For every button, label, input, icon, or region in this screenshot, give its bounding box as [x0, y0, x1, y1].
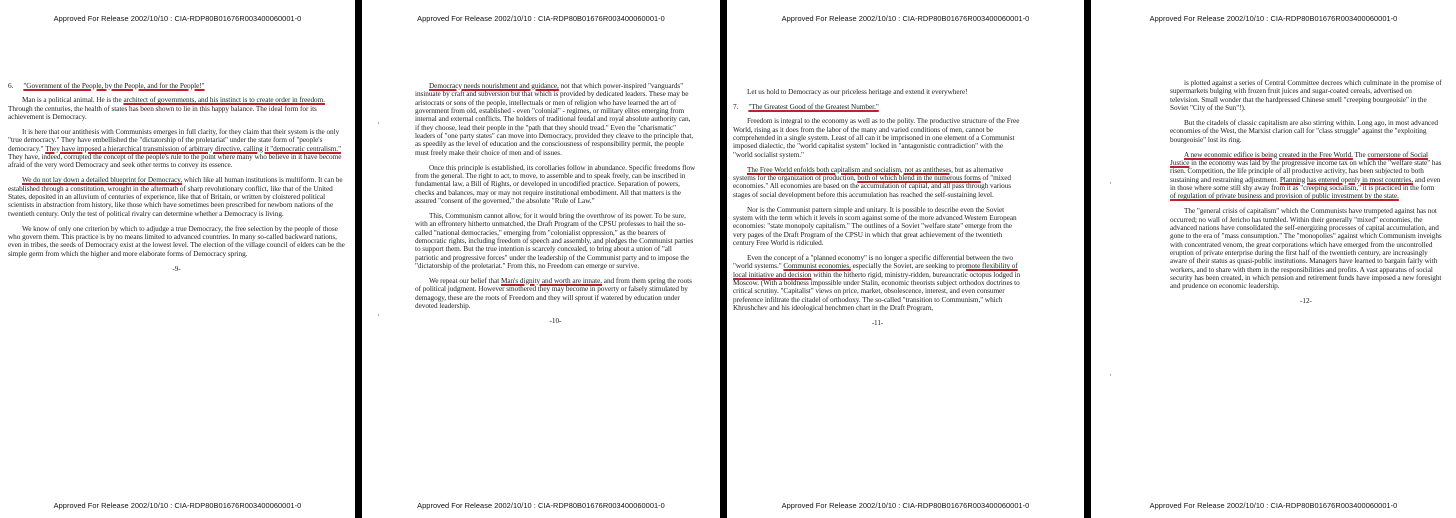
paragraph	[1170, 207, 1442, 290]
text-run: in the economy was laid by the progressive income tax on which the "welfare state" has risen. Competition, the life principle of all productive activity, has been subjected to both sustaining and restraining adjustment.	[1170, 158, 1442, 184]
text-run: We repeat our belief that	[429, 277, 501, 285]
release-footer: Approved For Release 2002/10/10 : CIA-RDP80B01676R003400060001-0	[781, 501, 1030, 510]
text-run: Through the centuries, the health of states has been shown to lie in this happy balance. The ideal form for its achievement is Democracy.	[8, 104, 317, 122]
text-run: and even in those where some still shy away from it as "creeping socialism," it is practiced in the form	[1170, 175, 1441, 192]
document-page-10	[362, 0, 720, 518]
text-run: Nor is the Communist pattern simple and unitary. It is possible to describe even the Soviet system with the term which it levels in scorn against some of the more advanced Western European economies: "state monopoly capitalism." The outlines of a Soviet "welfare state" emerge from the very pages of the Draft Program of the CPSU in which that great achievement of the twentieth century Free World is ridiculed.	[733, 205, 1017, 247]
text-run: Even the concept of a "planned economy" is no longer a specific differential between the two "world systems."	[733, 253, 1013, 271]
paragraph	[8, 96, 345, 121]
text-run: But the citadels of classic capitalism are also stirring within. Long ago, in most advanced economies of the West, the Marxist clarion call for "class struggle" against the "exploiting bourgeoisie" lost its ring.	[1170, 118, 1438, 144]
document-page-12	[1091, 0, 1456, 518]
text-run: It is here that our antithesis with Communists emerges in full clarity, for they claim that their system is the only "true democracy." They have embellished the "dictatorship of the proletariat" under the state form of "people's democracy."	[8, 127, 340, 153]
text-run: The "general crisis of capitalism" which the Communists have trumpeted against has not occurred; no wall of Jericho has tumbled. Within their generally "mixed" economies, the advanced nations have consolidated the self-energizing processes of capital accumulation, and gone to the era of "mass consumption." The "monopolies" against which Communism inveighs with concentrated venom, the great corporations which have emerged from the uncontrolled eruption of private enterprise during the first half of the twentieth century, are increasingly aware of their status as quasi-public institutions. Managers have learned to bargain fairly with workers, and to share with them in the responsibilities and profits. A vast apparatus of social security has been created, in which pension and retirement funds have imposed a new foresight and prudence on economic leadership.	[1170, 207, 1442, 291]
text-run: We know of only one criterion by which to adjudge a true Democracy, the free selection by the people of those who govern them. This practice is by no means limited to advanced countries. In many so-called backward nations, even in tribes, the seeds of Democracy exist at the lowest level. The election of the village council of elders can be the simple germ from which the higher and more elaborate forms of Democracy spring.	[8, 224, 345, 258]
text-run: but as alternative systems for the organization of production,	[733, 165, 1004, 182]
page-body	[8, 82, 345, 273]
release-header: Approved For Release 2002/10/10 : CIA-RDP80B01676R003400060001-0	[1149, 14, 1398, 23]
release-footer: Approved For Release 2002/10/10 : CIA-RDP80B01676R003400060001-0	[53, 501, 302, 510]
highlighted-text: They have imposed a hierarchical transmission of arbitrary directive, calling it "democratic centralism."	[45, 144, 341, 153]
page-number: -12-	[1300, 297, 1312, 306]
page-number: -11-	[871, 318, 884, 327]
paragraph	[733, 206, 1022, 248]
page-gap	[1084, 0, 1091, 518]
release-header: Approved For Release 2002/10/10 : CIA-RDP80B01676R003400060001-0	[53, 14, 302, 23]
paragraph	[8, 176, 345, 218]
highlighted-text: The Free World enfolds both capitalism and socialism, not as antitheses,	[747, 165, 953, 174]
page-body	[733, 88, 1022, 327]
binding-mark: ·	[1109, 370, 1112, 380]
highlighted-text: Democracy needs nourishment and guidance,	[429, 82, 559, 90]
paragraph	[415, 212, 696, 270]
paragraph	[733, 166, 1022, 199]
highlighted-text: Man's dignity and worth are innate,	[501, 277, 603, 285]
release-header: Approved For Release 2002/10/10 : CIA-RDP80B01676R003400060001-0	[417, 14, 665, 23]
highlighted-text: mote flexibility of local initiative and decision	[733, 262, 1018, 279]
paragraph	[415, 82, 696, 157]
highlighted-text: cornerstone of Social Justice	[1170, 150, 1428, 167]
document-page-9	[0, 0, 355, 518]
paragraph	[8, 128, 345, 170]
text-run: of "mixed economies." All economies are based on the accumulation of capital, and all pass through various stages of social development before this accumulation has reached the self-sustaining level.	[733, 173, 1012, 199]
page-number: -10-	[549, 316, 562, 325]
release-footer: Approved For Release 2002/10/10 : CIA-RDP80B01676R003400060001-0	[1149, 501, 1398, 510]
highlighted-text: "Government of the People, by the People, and for the People!"	[23, 82, 205, 90]
paragraph	[733, 88, 1022, 96]
page-gap	[720, 0, 727, 518]
text-run: which like all human institutions is multiform. It can be established through a constitution, wrought in the aftermath of sharp revolutionary conflict, like that of the United States, deposited in an alluvium of centuries of experience, like that of Britain, or written by cloistered political scientists in abstraction from history, like those which have sometimes been prescribed for newborn nations of the twentieth century. Only the test of political rivalry can determine whether a Democracy is living.	[8, 176, 343, 218]
paragraph	[415, 277, 696, 310]
page-body	[1170, 79, 1442, 306]
highlighted-text: both of which blend in the numerous forms	[857, 173, 981, 182]
paragraph	[1170, 151, 1442, 201]
text-run: This, Communism cannot allow, for it would bring the overthrow of its power. To be sure, with an effrontery hitherto unmatched, the Draft Program of the CPSU professes to hail the so-called "national democracies," emerging from "colonialist oppression," as the bearers of democratic rights, including freedom of speech and assembly, and pledges the Communist parties to support them. But the true intention is scarcely concealed, to bring about a union of "all patriotic and progressive forces" under the leadership of the Communist party and to impose the "dictatorship of the proletariat." From this, no Freedom can emerge or survive.	[415, 212, 694, 271]
text-run: Let us hold to Democracy as our priceless heritage and extend it everywhere!	[747, 88, 968, 96]
document-page-11	[727, 0, 1084, 518]
highlighted-text: Communist economies,	[783, 262, 851, 271]
paragraph	[8, 225, 345, 258]
section-heading	[733, 103, 1022, 111]
paragraph	[415, 164, 696, 206]
page-gap	[355, 0, 362, 518]
highlighted-text: We do not lay down a detailed blueprint for Democracy,	[22, 176, 183, 185]
binding-mark: ·	[377, 310, 380, 320]
highlighted-text: "The Greatest Good of the Greatest Number."	[748, 102, 879, 111]
text-run: especially the Soviet, are seeking to pro	[850, 262, 966, 271]
text-run: The	[1352, 150, 1368, 159]
text-run: They have, indeed, corrupted the concept of the people's rule to the point where many who believe in it have become afraid of the very word Democracy and seek other terms to convey its essence.	[8, 153, 342, 170]
page-body	[415, 82, 696, 325]
text-run: Freedom is integral to the economy as well as to the polity. The productive structure of the Free World, rising as it does from the labor of the many and varied conditions of men, cannot be comprehended in a single system. Least of all can it be imprisoned in one element of a Communist imposed dialectic, the "world capitalist system" locked in "antagonistic contradiction" with the "world socialist system."	[733, 117, 1020, 159]
highlighted-text: Planning has entered openly in most countries,	[1279, 175, 1414, 184]
binding-mark: ·	[1109, 178, 1112, 188]
text-run: Once this principle is established, its corollaries follow in abundance. Specific freedoms flow from the general. The right to act, to move, to assemble and to speak freely, can be inscribed in fundamental law, a Bill of Rights, or developed in uncodified practice. Separation of powers, checks and balances, may or may not require institutional embodiment. All that matters is the assured "consent of the governed," the absolute "Rule of Law."	[415, 163, 696, 206]
text-run: Man is a political animal. He is the	[22, 96, 124, 105]
paragraph	[733, 254, 1022, 312]
highlighted-text: architect of governments, and his instinct is to create order in freedom.	[123, 96, 325, 105]
section-number: 6.	[8, 82, 14, 90]
section-number: 7.	[733, 102, 739, 111]
release-header: Approved For Release 2002/10/10 : CIA-RDP80B01676R003400060001-0	[781, 14, 1030, 23]
text-run: and from them spring the roots of political judgment. However smothered they may become in poverty or falsely stimulated by demagogy, these are the roots of Freedom and they will sprout if watered by education under devoted leadership.	[415, 277, 692, 311]
highlighted-text: A new economic edifice is being created in the Free World.	[1184, 150, 1353, 159]
page-number: -9-	[172, 264, 181, 273]
text-run: is plotted against a series of Central Committee decrees which culminate in the promise of supermarkets bulging with frozen fruit juices and sugar-coated cereals, advertised on television. Small wonder that the hardpressed Chinese smell "creeping bourgeoisie" in the Soviet "City of the Sun"!).	[1170, 79, 1442, 113]
section-heading	[8, 82, 345, 90]
binding-mark: ·	[377, 118, 380, 128]
release-footer: Approved For Release 2002/10/10 : CIA-RDP80B01676R003400060001-0	[417, 501, 665, 510]
paragraph	[1170, 119, 1442, 144]
text-run: not that which power-inspired "vanguards" insinuate by craft and subversion but that which is provided by dedicated leaders. These may be aristocrats or sons of the people, intellectuals or men of religion who have learned the art of government from old, established - even "colonial" - regimes, or military elites emerging from internal and external conflicts. The holders of traditional feudal and royal absolute authority can, if they choose, lead their people in the "path that they should tread." Even the "charismatic" leaders of "one party states" can move into Democracy, provided they cleave to the principle that, as speedily as the level of education and the consciousness of responsibility permit, the people must freely make their choice of men and of issues.	[415, 82, 694, 157]
paragraph	[1170, 79, 1442, 112]
text-run: within the hitherto rigid, ministry-ridden, bureaucratic octopus lodged in Moscow. (With a boldness impossible under Stalin, economic theorists subject orthodox doctrines to critical scrutiny. "Capitalist" views on price, market, obsolescence, interest, and even consumer preference infiltrate the citadel of orthodoxy. The so-called "transition to Communism," which Khrushchev and his ideological henchmen chart in the Draft Program,	[733, 270, 1021, 312]
highlighted-text: of regulation of private business and provision of public investment by the state.	[1170, 192, 1399, 201]
paragraph	[733, 117, 1022, 159]
